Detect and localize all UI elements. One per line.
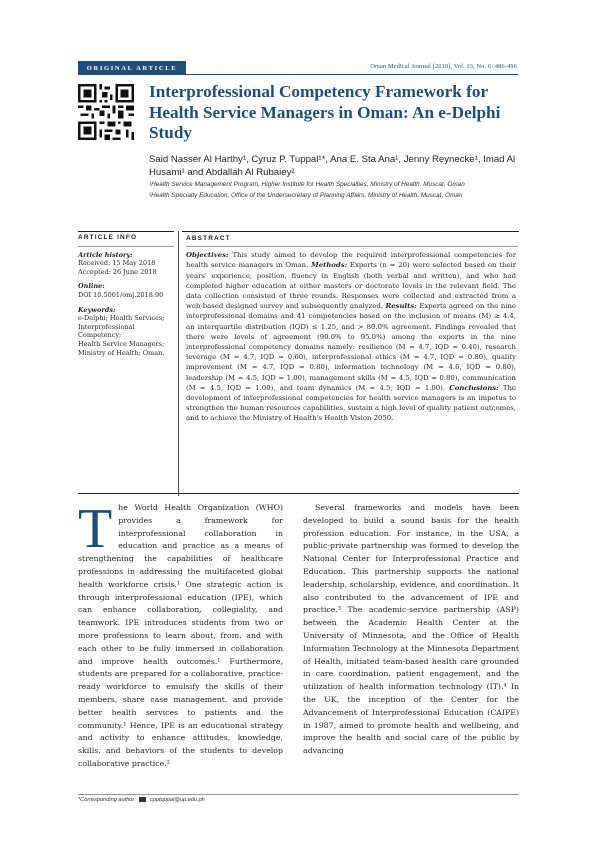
keyword-line: Interprofessional Competency; (78, 322, 135, 340)
footnote-email[interactable]: cpptuppal@up.edu.ph (149, 797, 205, 803)
keywords-label: Keywords: (78, 305, 116, 314)
methods-text: Experts (n = 20) were selected based on their years' experience, position, fluency in English (both verbal and written), and who had completed higher education at either masters or doctorate levels in the relevant field. The data collection consisted of three rounds. Responses were collected and extracted from a web-based designed survey and subsequently analyzed. (186, 261, 516, 311)
email-icon (139, 797, 146, 802)
footnote-label: *Corresponding author: (78, 797, 136, 803)
drop-cap: T (78, 498, 113, 560)
divider (78, 231, 174, 232)
abstract-text (186, 250, 516, 423)
divider (178, 231, 179, 496)
divider (78, 246, 174, 247)
accepted-date: Accepted: 26 June 2018 (78, 267, 157, 276)
divider (182, 231, 519, 232)
keyword-line: Health Service Managers; (78, 339, 165, 348)
results-text: Experts agreed on the nine interprofessional domains and 41 competencies based on the inclusion of means (M) ≥ 4.4, an interquartile distribution (IQD) ≤ 1.25, and > 80.0% agreement. Findings revealed that there were levels of agreement (90.0% to 95.0%) among the experts in the nine interprofessional competency domains namely: resilience (M = 4.7, IQD = 0.40), research leverage (M = 4.7, IQD = 0.60), interprofessional ethics (M = 4.7, IQD = 0.80), quality improvement (M = 4.7, IQD = 0.80), information technology (M = 4.6, IQD = 0.80), leadership (M = 4.5, IQD = 1.00), management skills (M = 4.5, IQD = 0.80), communication (M = 4.5, IQD = 1.00), and team dynamics (M = 4.5, IQD = 1.00). (186, 302, 516, 392)
divider (186, 246, 518, 247)
keyword-line: Ministry of Health; Oman. (78, 348, 165, 357)
received-date: Received: 15 May 2018 (78, 259, 156, 268)
article-title: Interprofessional Competency Framework for Health Service Managers in Oman: An e-Delphi Study (149, 82, 501, 142)
keyword-line: e-Delphi; Health Services; (78, 314, 165, 323)
affiliation-2: ²Health Specialty Education, Office of the Undersecretary of Planning Affairs, Ministry of Health, Muscat, Oman (149, 192, 463, 199)
doi-link[interactable]: DOI 10.5001/omj.2018.90 (78, 290, 164, 299)
abstract-panel (186, 234, 516, 424)
journal-citation: Oman Medical Journal [2018], Vol. 33, No. 6: 486-496 (370, 63, 517, 70)
objectives-label: Objectives: (186, 251, 229, 260)
qr-code-icon[interactable] (78, 84, 134, 140)
article-type-tag: ORIGINAL ARTICLE (78, 61, 186, 75)
corresponding-author-footnote (78, 797, 205, 803)
body-column-right (303, 492, 519, 758)
body-paragraph: he World Health Organization (WHO) provides a framework for interprofessional collaboration in education and practice as a means of strengthening the capabilities of healthcare professions in addressing the multifaceted global health workforce crisis.¹ One strategic action is through interprofessional education (IPE), which can enhance collaboration, collegiality, and teamwork. IPE introduces students from two or more professions to learn about, from, and with each other to be fully immersed in collaboration and improve health outcomes.¹ Furthermore, students are prepared for a collaborative, practice-ready workforce to emulsify the skills of their members, share case management, and provide better health services to patients and the community.¹ Hence, IPE is an educational strategy and activity to enhance attitudes, knowledge, skills, and behaviors of the students to develop collaborative practice.² (78, 503, 283, 768)
online-label: Online: (78, 282, 105, 291)
article-info-panel (78, 234, 178, 357)
header-rule (186, 74, 518, 75)
history-label: Article history: (78, 250, 133, 259)
methods-label: Methods: (311, 261, 348, 270)
body-column-left (78, 492, 283, 771)
body-paragraph: Several frameworks and models have been developed to build a sound basis for the health profession education. For instance, in the USA, a public-private partnership was formed to develop the National Center for Interprofessional Practice and Education. This partnership supports the national leadership, scholarship, evidence, and coordination. It also contributed to the advancement of IPE and practice.³ The academic-service partnership (ASP) between the Academic Health Center at the University of Minnesota, and the Office of Health Information Technology at the Minnesota Department of Health, initiated team-based health care grounded in care coordination, patient engagement, and the utilization of health information technology (IT).⁴ In the UK, the inception of the Center for the Advancement of Interprofessional Education (CAIPE) in 1987, aimed to promote health and wellbeing, and improve the health and social care of the public by advancing (303, 503, 519, 756)
article-info-heading: ARTICLE INFO (78, 234, 138, 241)
conclusions-label: Conclusions: (449, 383, 499, 392)
results-label: Results: (385, 302, 417, 311)
conclusions-text: The development of interprofessional competencies for health service managers is an impetus to strengthen the human resources capabilities, sustain a high level of quality patient outcomes, and to achieve the Ministry of Health's Health Vision 2050. (186, 383, 516, 423)
footnote-rule (78, 794, 519, 795)
affiliations (149, 180, 519, 202)
author-list: Said Nasser Al Harthy¹, Cyruz P. Tuppal¹*, Ana E. Sta Ana¹, Jenny Reynecke¹, Imad Al Husami¹ and Abdallah Al Rubaiey² (149, 154, 516, 178)
objectives-text: This study aimed to develop the required interprofessional competencies for health service managers in Oman. (186, 251, 516, 270)
affiliation-1: ¹Health Service Management Program, Higher Institute for Health Specialties, Ministry of Health, Muscat, Oman (149, 181, 465, 188)
abstract-heading: ABSTRACT (186, 235, 231, 242)
